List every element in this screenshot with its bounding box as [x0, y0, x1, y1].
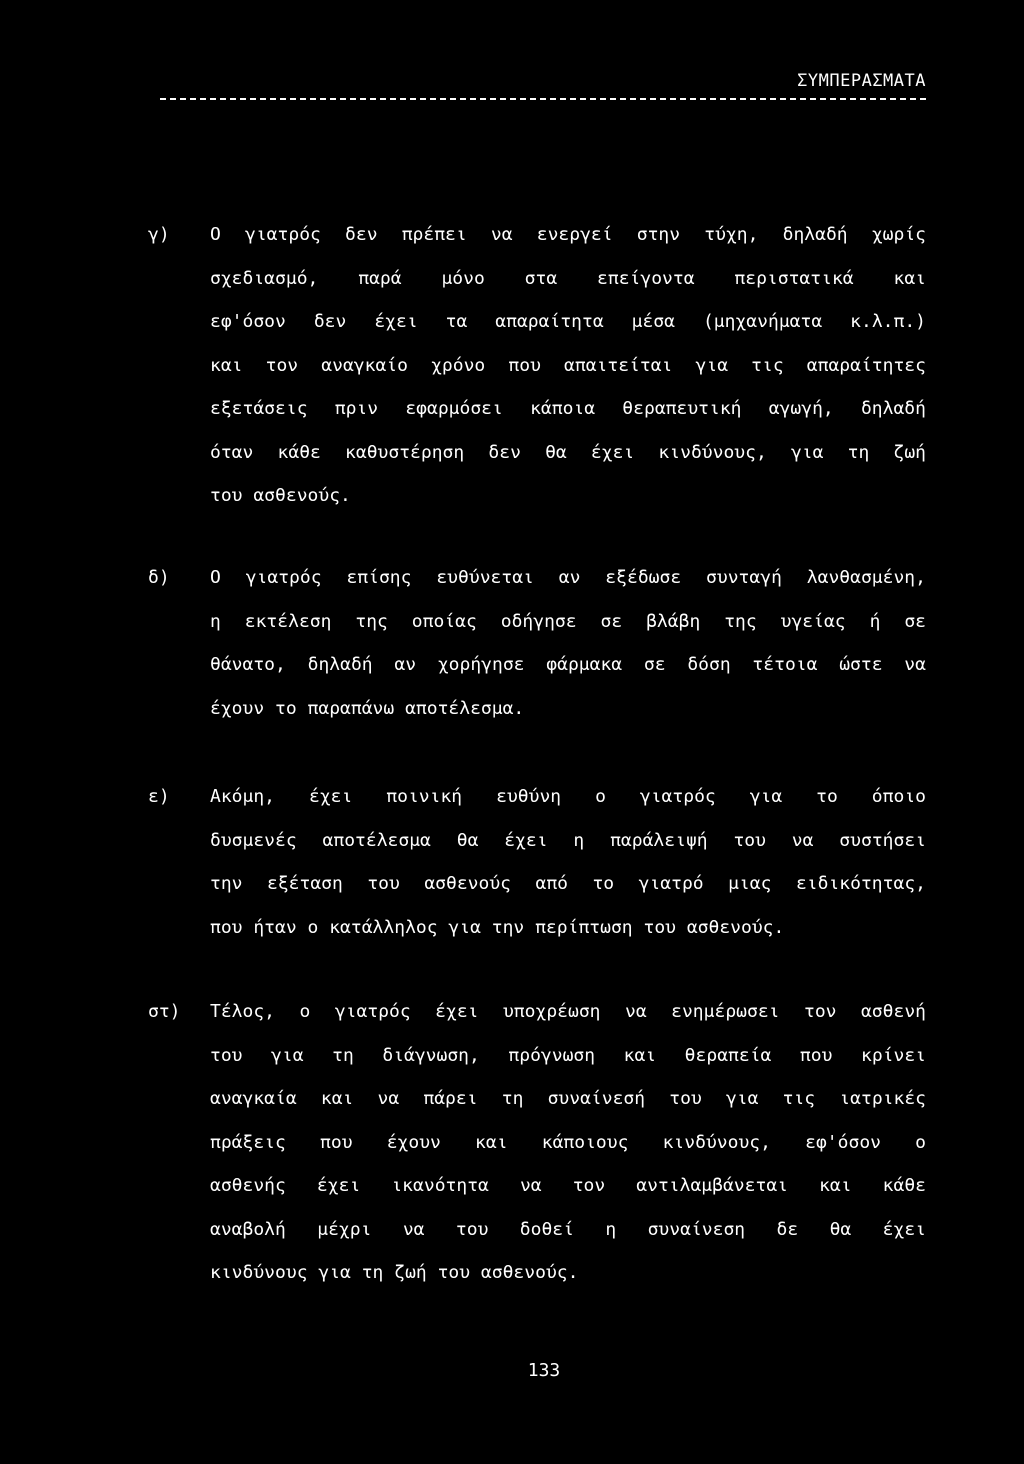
text-line: αναγκαία και να πάρει τη συναίνεσή του για τις ιατρικές: [210, 1088, 926, 1109]
section-text: [210, 213, 926, 518]
section-marker: γ): [148, 224, 170, 245]
header-title: ΣΥΜΠΕΡΑΣΜΑΤΑ: [797, 71, 926, 91]
text-line: δυσμενές αποτέλεσμα θα έχει η παράλειψή του να συστήσει: [210, 829, 926, 851]
text-line: την εξέταση του ασθενούς από το γιατρό μιας ειδικότητας,: [210, 873, 926, 894]
text-line: Τέλος, ο γιατρός έχει υποχρέωση να ενημέρωσει τον ασθενή: [210, 1001, 926, 1022]
text-line: σχεδιασμό, παρά μόνο στα επείγοντα περιστατικά και: [210, 267, 926, 289]
text-line: του για τη διάγνωση, πρόγνωση και θεραπεία που κρίνει: [210, 1044, 926, 1066]
text-line: η εκτέλεση της οποίας οδήγησε σε βλάβη της υγείας ή σε: [210, 610, 926, 632]
section-text: [210, 990, 926, 1295]
text-line: έχουν το παραπάνω αποτέλεσμα.: [210, 697, 525, 719]
text-line: Ο γιατρός επίσης ευθύνεται αν εξέδωσε συνταγή λανθασμένη,: [210, 567, 926, 588]
text-line: αναβολή μέχρι να του δοθεί η συναίνεση δε θα έχει: [210, 1218, 926, 1240]
section-marker: ε): [148, 786, 170, 807]
section-text: [210, 556, 926, 730]
text-line: πράξεις που έχουν και κάποιους κινδύνους, εφ'όσον ο: [210, 1131, 926, 1153]
section-marker: δ): [148, 567, 170, 588]
text-line: θάνατο, δηλαδή αν χορήγησε φάρμακα σε δόση τέτοια ώστε να: [210, 654, 926, 675]
page-number: 133: [527, 1360, 561, 1381]
text-line: ασθενής έχει ικανότητα να τον αντιλαμβάνεται και κάθε: [210, 1175, 926, 1196]
text-line: κινδύνους για τη ζωή του ασθενούς.: [210, 1262, 579, 1283]
text-line: εφ'όσον δεν έχει τα απαραίτητα μέσα (μηχανήματα κ.λ.π.): [210, 311, 926, 332]
text-line: όταν κάθε καθυστέρηση δεν θα έχει κινδύνους, για τη ζωή: [210, 441, 926, 463]
section-marker: στ): [148, 1001, 181, 1022]
text-line: του ασθενούς.: [210, 485, 351, 506]
text-line: Ο γιατρός δεν πρέπει να ενεργεί στην τύχη, δηλαδή χωρίς: [210, 224, 926, 245]
header-dashed-rule: [160, 98, 926, 100]
text-line: που ήταν ο κατάλληλος για την περίπτωση του ασθενούς.: [210, 916, 785, 938]
text-line: και τον αναγκαίο χρόνο που απαιτείται για τις απαραίτητες: [210, 354, 926, 376]
page-header: [160, 70, 926, 100]
text-line: εξετάσεις πριν εφαρμόσει κάποια θεραπευτική αγωγή, δηλαδή: [210, 398, 926, 419]
text-line: Ακόμη, έχει ποινική ευθύνη ο γιατρός για το όποιο: [210, 786, 926, 807]
section-text: [210, 775, 926, 949]
